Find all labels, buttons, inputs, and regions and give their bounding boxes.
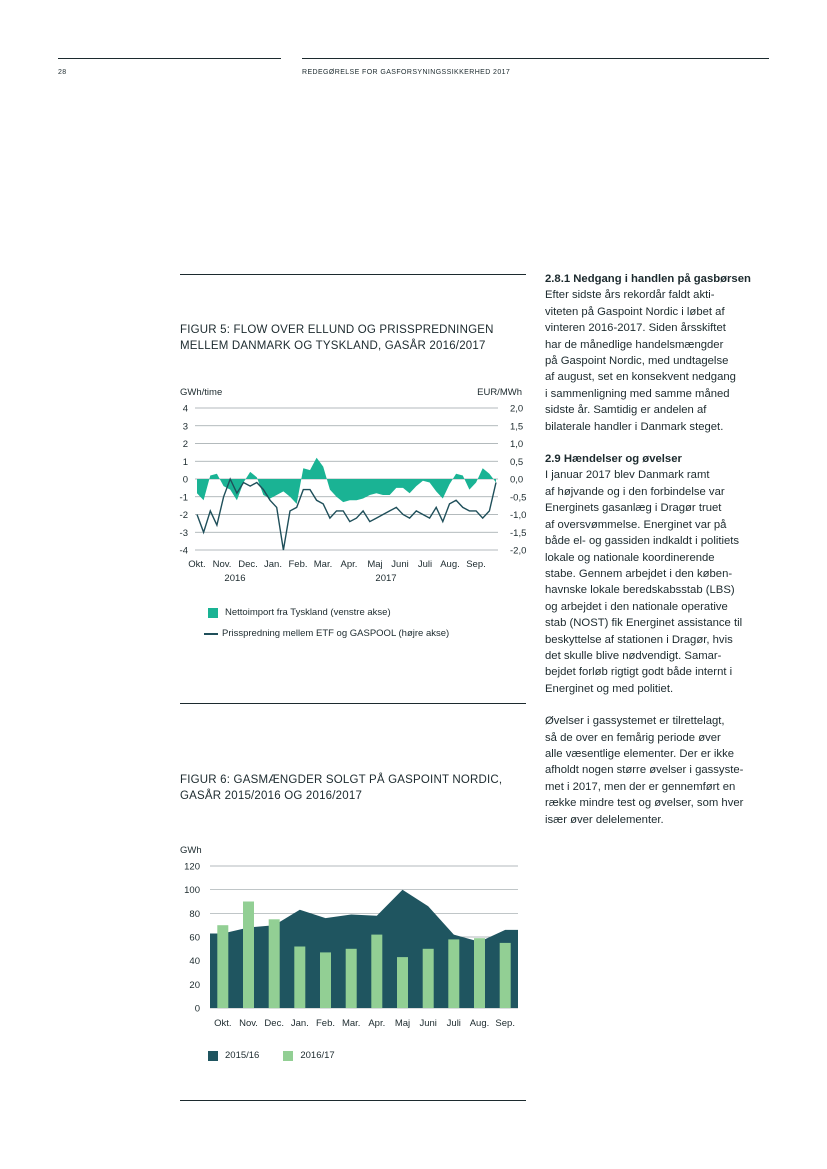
figure5-month-label: Dec. bbox=[238, 559, 258, 570]
text-line: Øvelser i gassystemet er tilrettelagt, bbox=[545, 715, 725, 728]
figure6-month-label: Juli bbox=[446, 1018, 461, 1029]
figure5-month-label: Feb. bbox=[288, 559, 308, 570]
figure5-right-tick-label: -1,0 bbox=[510, 510, 527, 521]
figure5-right-axis-label: EUR/MWh bbox=[477, 387, 522, 398]
text-line: Energinets gasanlæg i Dragør truet bbox=[545, 502, 722, 515]
article-text bbox=[545, 271, 771, 828]
text-line: især øver delelementer. bbox=[545, 813, 664, 826]
paragraph-gasboersen bbox=[545, 287, 771, 435]
text-line: af august, set en konsekvent nedgang bbox=[545, 371, 736, 384]
figure5-right-tick-label: 0,5 bbox=[510, 456, 524, 468]
figure5-month-label: Juli bbox=[417, 559, 433, 570]
figure5-legend-spread-label: Prisspredning mellem ETF og GASPOOL (højre akse) bbox=[222, 628, 450, 639]
text-line: det skulle blive nødvendigt. Samar- bbox=[545, 649, 722, 662]
figure6-month-label: Apr. bbox=[368, 1018, 386, 1029]
paragraph-oevelser bbox=[545, 713, 771, 828]
text-line: stab (NOST) fik Energinet assistance til bbox=[545, 617, 743, 630]
figure6-month-label: Feb. bbox=[315, 1018, 336, 1029]
text-line: afholdt nogen større øvelser i gassyste- bbox=[545, 764, 744, 777]
figure5-left-tick-label: 3 bbox=[182, 421, 188, 433]
figure5-right-tick-label: -2,0 bbox=[510, 545, 527, 557]
figure6-legend-a-label: 2015/16 bbox=[225, 1050, 260, 1061]
figure5-month-label: Aug. bbox=[440, 559, 460, 570]
text-line: af oversvømmelse. Energinet var på bbox=[545, 518, 727, 531]
figure5-left-tick-label: -1 bbox=[179, 492, 188, 504]
figure5-month-label: Mar. bbox=[313, 559, 333, 570]
figure6-bar-2016-17 bbox=[474, 938, 485, 1008]
figure5-right-tick-label: -1,5 bbox=[510, 527, 527, 539]
figure5-right-tick-label: 0,0 bbox=[510, 474, 524, 486]
figure6-area-2015-16 bbox=[210, 890, 518, 1008]
text-line: har de månedlige handelsmængder bbox=[545, 338, 724, 351]
paragraph-gap bbox=[545, 697, 771, 713]
header-rule-right bbox=[302, 58, 769, 59]
figure6-y-tick-label: 40 bbox=[189, 956, 200, 968]
figure6-bar-2016-17 bbox=[423, 949, 434, 1008]
figure6-bottom-rule bbox=[180, 1100, 526, 1101]
figure5-title-line2: MELLEM DANMARK OG TYSKLAND, GASÅR 2016/2017 bbox=[180, 340, 486, 352]
text-line: met i 2017, men der er gennemført en bbox=[545, 780, 736, 793]
figure5-month-label: Jan. bbox=[264, 559, 282, 570]
paragraph-haendelser bbox=[545, 467, 771, 697]
figure6-title-line1: FIGUR 6: GASMÆNGDER SOLGT PÅ GASPOINT NORDIC, bbox=[180, 774, 503, 786]
text-line: havnske lokale beredskabsstab (LBS) bbox=[545, 584, 735, 597]
figure6-month-label: Dec. bbox=[264, 1018, 284, 1029]
figure5-month-label: Juni bbox=[391, 559, 409, 570]
figure6-legend-a-swatch bbox=[208, 1051, 218, 1061]
figure6-y-tick-label: 100 bbox=[184, 885, 200, 897]
figure5-right-tick-label: 1,5 bbox=[510, 421, 524, 433]
figure5-left-tick-label: -2 bbox=[179, 510, 188, 521]
figure6-month-label: Aug. bbox=[469, 1018, 490, 1029]
figure6-bar-2016-17 bbox=[217, 925, 228, 1008]
figure6-bar-2016-17 bbox=[397, 957, 408, 1008]
figure6-month-label: Mar. bbox=[341, 1018, 361, 1029]
figure6-month-label: Sep. bbox=[495, 1018, 515, 1029]
figure6-legend-b-label: 2016/17 bbox=[300, 1050, 335, 1061]
figure5-top-rule bbox=[180, 274, 526, 275]
figure5-month-label: Maj bbox=[367, 559, 383, 570]
figure5-left-axis-label: GWh/time bbox=[180, 387, 223, 398]
text-line: og arbejdet i den nationale operative bbox=[545, 600, 728, 613]
figure5-legend-import bbox=[208, 607, 391, 618]
figure6-bar-2016-17 bbox=[243, 902, 254, 1009]
text-line: alle væsentlige elementer. Der er ikke bbox=[545, 747, 734, 760]
text-line: række mindre test og øvelser, som hver bbox=[545, 797, 744, 810]
figure5-left-tick-label: 4 bbox=[182, 403, 188, 415]
figure5-right-tick-label: 2,0 bbox=[510, 403, 524, 415]
text-line: bilaterale handler i Danmark steget. bbox=[545, 420, 724, 433]
figure6-month-label: Okt. bbox=[214, 1018, 232, 1029]
text-line: i sammenligning med samme måned bbox=[545, 387, 730, 400]
figure6-bar-2016-17 bbox=[320, 952, 331, 1008]
figure6-bar-2016-17 bbox=[294, 947, 305, 1009]
text-line: bejdet forløb rigtigt godt både internt i bbox=[545, 666, 733, 679]
section-heading-2-9: 2.9 Hændelser og øvelser bbox=[545, 453, 682, 466]
figure5-left-tick-label: 0 bbox=[182, 474, 188, 486]
figure5-left-tick-label: 2 bbox=[182, 439, 188, 450]
figure6-bar-2016-17 bbox=[269, 919, 280, 1008]
figure5-legend-spread bbox=[204, 628, 449, 639]
figure6-legend-b-swatch bbox=[283, 1051, 293, 1061]
figure6-y-tick-label: 60 bbox=[189, 932, 200, 944]
figure6-y-tick-label: 0 bbox=[194, 1003, 200, 1015]
figure5-month-label: Sep. bbox=[466, 559, 486, 570]
figure6-y-tick-label: 20 bbox=[189, 979, 200, 991]
figure6-title-line2: GASÅR 2015/2016 OG 2016/2017 bbox=[180, 790, 363, 802]
text-line: så de over en femårig periode øver bbox=[545, 731, 721, 744]
figure5-month-label: Okt. bbox=[188, 559, 206, 570]
text-line: I januar 2017 blev Danmark ramt bbox=[545, 469, 710, 482]
figure6-y-axis-label: GWh bbox=[180, 845, 202, 856]
text-line: viteten på Gaspoint Nordic i løbet af bbox=[545, 305, 725, 318]
page-number: 28 bbox=[58, 69, 67, 76]
figure5-bottom-rule bbox=[180, 703, 526, 704]
figure5-title-line1: FIGUR 5: FLOW OVER ELLUND OG PRISSPREDNINGEN bbox=[180, 324, 494, 336]
figure5-legend-import-label: Nettoimport fra Tyskland (venstre akse) bbox=[225, 607, 391, 618]
figure5-month-label: Apr. bbox=[340, 559, 358, 570]
figure5-left-tick-label: -3 bbox=[179, 527, 188, 539]
running-title: REDEGØRELSE FOR GASFORSYNINGSSIKKERHED 2017 bbox=[302, 69, 511, 76]
figure5-legend-spread-line bbox=[204, 633, 218, 635]
figure5-right-tick-label: 1,0 bbox=[510, 439, 524, 450]
figure6-bar-2016-17 bbox=[500, 943, 511, 1008]
text-line: beskyttelse af stationen i Dragør, hvis bbox=[545, 633, 733, 646]
header-rule-left bbox=[58, 58, 281, 59]
section-heading-2-8-1: 2.8.1 Nedgang i handlen på gasbørsen bbox=[545, 273, 751, 285]
figure5-legend-import-swatch bbox=[208, 608, 218, 618]
figure5-year-label-2017: 2017 bbox=[375, 573, 397, 584]
text-line: Efter sidste års rekordår faldt akti- bbox=[545, 289, 715, 302]
figure6-month-label: Jan. bbox=[290, 1018, 309, 1029]
figure6-month-label: Nov. bbox=[239, 1018, 258, 1029]
figure6-bar-2016-17 bbox=[371, 935, 382, 1008]
figure6-chart bbox=[170, 838, 530, 1038]
text-line: sidste år. Samtidig er andelen af bbox=[545, 404, 707, 417]
text-line: af højvande og i den forbindelse var bbox=[545, 485, 725, 498]
text-line: vinteren 2016-2017. Siden årsskiftet bbox=[545, 322, 726, 335]
text-line: Energinet og med politiet. bbox=[545, 682, 674, 695]
text-line: stabe. Gennem arbejdet i den køben- bbox=[545, 567, 733, 580]
figure5-chart bbox=[170, 380, 530, 590]
figure6-bar-2016-17 bbox=[448, 939, 459, 1008]
figure6-y-tick-label: 80 bbox=[189, 908, 200, 920]
figure6-legend bbox=[208, 1050, 335, 1061]
figure6-month-label: Maj bbox=[394, 1018, 411, 1029]
figure6-bar-2016-17 bbox=[346, 949, 357, 1008]
text-line: på Gaspoint Nordic, med undtagelse bbox=[545, 355, 729, 368]
text-line: både el- og gassiden indkaldt i politiets bbox=[545, 535, 740, 548]
figure6-month-label: Juni bbox=[419, 1018, 437, 1029]
figure5-year-label-2016: 2016 bbox=[224, 573, 246, 584]
figure5-left-tick-label: -4 bbox=[179, 545, 188, 557]
figure5-left-tick-label: 1 bbox=[182, 456, 188, 468]
text-line: lokale og nationale koordinerende bbox=[545, 551, 715, 564]
figure5-title bbox=[180, 322, 520, 354]
paragraph-gap bbox=[545, 435, 771, 451]
figure6-title bbox=[180, 772, 520, 804]
figure5-month-label: Nov. bbox=[212, 559, 232, 570]
figure6-y-tick-label: 120 bbox=[184, 861, 200, 873]
figure5-right-tick-label: -0,5 bbox=[510, 492, 527, 504]
